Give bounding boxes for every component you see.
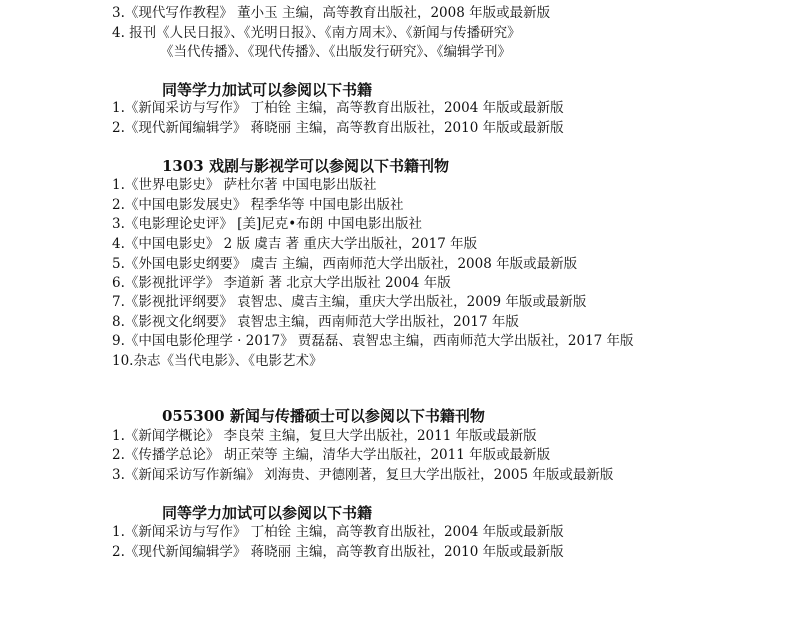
reference-line: 4.《中国电影史》 2 版 虞吉 著 重庆大学出版社，2017 年版: [112, 236, 478, 252]
section-heading: 同等学力加试可以参阅以下书籍: [162, 81, 373, 99]
reference-line: 1.《世界电影史》 萨杜尔著 中国电影出版社: [112, 177, 377, 193]
reference-line: 1.《新闻采访与写作》 丁柏铨 主编，高等教育出版社，2004 年版或最新版: [112, 524, 564, 540]
reference-line: 2.《传播学总论》 胡正荣等 主编，清华大学出版社，2011 年版或最新版: [112, 447, 551, 463]
reference-line: 7.《影视批评纲要》 袁智忠、虞吉主编，重庆大学出版社，2009 年版或最新版: [112, 294, 587, 310]
reference-line: 1.《新闻学概论》 李良荣 主编，复旦大学出版社，2011 年版或最新版: [112, 428, 537, 444]
reference-line: 4. 报刊《人民日报》、《光明日报》、《南方周末》、《新闻与传播研究》: [112, 25, 521, 41]
reference-line: 10.杂志《当代电影》、《电影艺术》: [112, 353, 323, 369]
section-heading: 同等学力加试可以参阅以下书籍: [162, 504, 373, 522]
reference-line: 5.《外国电影史纲要》 虞吉 主编，西南师范大学出版社，2008 年版或最新版: [112, 256, 578, 272]
reference-line: 3.《电影理论史评》 [美]尼克•布朗 中国电影出版社: [112, 216, 422, 232]
section-heading: 055300 新闻与传播硕士可以参阅以下书籍刊物: [162, 407, 485, 425]
reference-line: 3.《现代写作教程》 董小玉 主编，高等教育出版社，2008 年版或最新版: [112, 5, 551, 21]
reference-line: 2.《中国电影发展史》 程季华等 中国电影出版社: [112, 197, 404, 213]
reference-line: 9.《中国电影伦理学 · 2017》 贾磊磊、袁智忠主编，西南师范大学出版社，2017 年版: [112, 333, 634, 349]
reference-line: 8.《影视文化纲要》 袁智忠主编，西南师范大学出版社，2017 年版: [112, 314, 519, 330]
reference-line: 2.《现代新闻编辑学》 蒋晓丽 主编，高等教育出版社，2010 年版或最新版: [112, 120, 564, 136]
section-heading: 1303 戏剧与影视学可以参阅以下书籍刊物: [162, 157, 449, 175]
reference-line: 2.《现代新闻编辑学》 蒋晓丽 主编，高等教育出版社，2010 年版或最新版: [112, 544, 564, 560]
reference-line: 3.《新闻采访写作新编》 刘海贵、尹德刚著，复旦大学出版社，2005 年版或最新版: [112, 467, 614, 483]
reference-line: 《当代传播》、《现代传播》、《出版发行研究》、《编辑学刊》: [160, 44, 511, 60]
reference-line: 1.《新闻采访与写作》 丁柏铨 主编，高等教育出版社，2004 年版或最新版: [112, 100, 564, 116]
reference-line: 6.《影视批评学》 李道新 著 北京大学出版社 2004 年版: [112, 275, 451, 291]
